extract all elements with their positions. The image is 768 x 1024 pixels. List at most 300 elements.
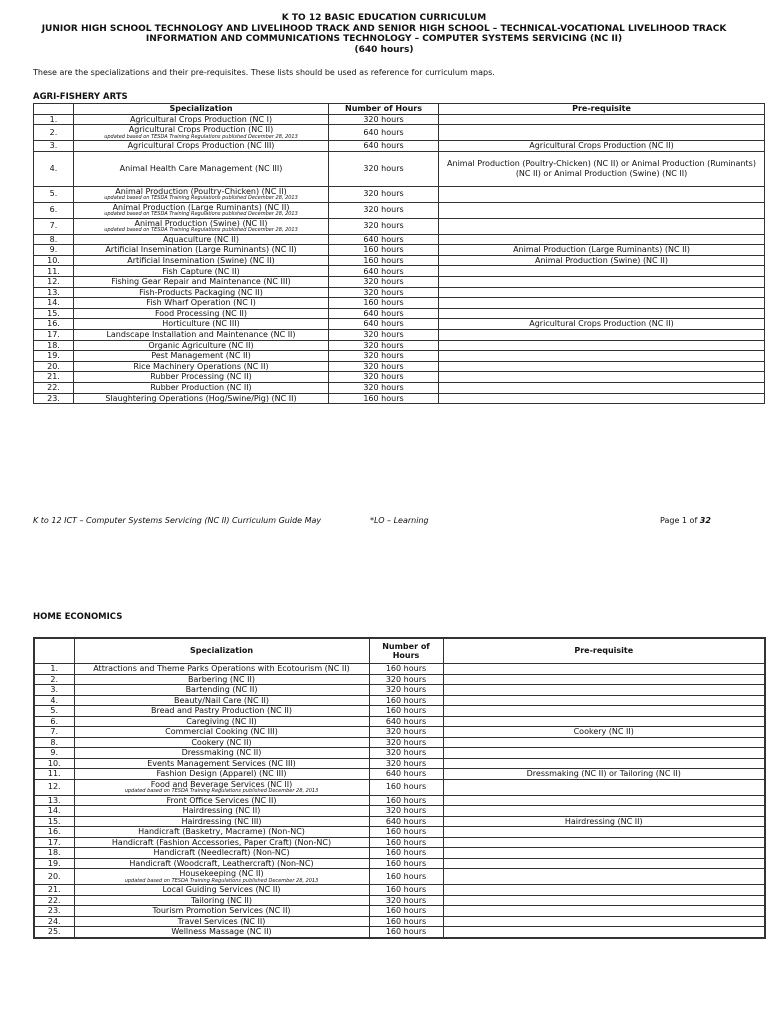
- row-number: 15.: [34, 308, 74, 319]
- hours-cell: 640 hours: [329, 319, 439, 330]
- table-row: [34, 685, 765, 696]
- row-number: 17.: [34, 330, 74, 341]
- row-number: 10.: [34, 255, 74, 266]
- prerequisite-cell: [443, 779, 765, 795]
- prerequisite-cell: [439, 202, 765, 218]
- specialization-cell: [74, 769, 369, 780]
- hours-cell: 640 hours: [329, 141, 439, 152]
- specialization-name: Bartending (NC II): [185, 685, 258, 694]
- prerequisite-cell: [443, 916, 765, 927]
- table-row: [34, 674, 765, 685]
- hours-cell: 160 hours: [369, 795, 443, 806]
- table-row: [34, 266, 765, 277]
- row-number: 14.: [34, 806, 74, 817]
- table-row: [34, 125, 765, 141]
- row-number: 20.: [34, 361, 74, 372]
- specialization-name: Local Guiding Services (NC II): [162, 885, 281, 894]
- prerequisite-cell: [439, 372, 765, 383]
- specialization-name: Commercial Cooking (NC III): [165, 727, 278, 736]
- table-row: [34, 885, 765, 896]
- specialization-name: Handicraft (Needlecraft) (Non-NC): [153, 848, 290, 857]
- row-number: 9.: [34, 748, 74, 759]
- hours-cell: 320 hours: [329, 330, 439, 341]
- section-title-home: HOME ECONOMICS: [33, 612, 123, 622]
- hours-cell: 320 hours: [369, 806, 443, 817]
- hours-cell: 640 hours: [369, 769, 443, 780]
- hours-cell: 320 hours: [369, 758, 443, 769]
- row-number: 12.: [34, 779, 74, 795]
- footer-page: [660, 516, 711, 525]
- prerequisite-cell: Cookery (NC II): [443, 727, 765, 738]
- specialization-cell: [74, 141, 329, 152]
- prerequisite-cell: [439, 186, 765, 202]
- specialization-name: Fishing Gear Repair and Maintenance (NC III): [111, 277, 291, 287]
- table-row: [34, 298, 765, 309]
- row-number: 11.: [34, 266, 74, 277]
- table-row: [34, 895, 765, 906]
- prerequisite-cell: Agricultural Crops Production (NC II): [439, 141, 765, 152]
- prerequisite-cell: [443, 827, 765, 838]
- row-number: 21.: [34, 372, 74, 383]
- table-row: [34, 927, 765, 938]
- specialization-cell: [74, 218, 329, 234]
- specialization-name: Rice Machinery Operations (NC II): [133, 361, 269, 371]
- update-note: updated based on TESDA Training Regulations published December 28, 2013: [104, 227, 298, 234]
- intro-text: These are the specializations and their pre-requisites. These lists should be used as reference for curriculum maps.: [33, 68, 495, 77]
- row-number: 19.: [34, 351, 74, 362]
- table-row: [34, 186, 765, 202]
- table-row: [34, 245, 765, 256]
- row-number: 17.: [34, 837, 74, 848]
- col-header-specialization: Specialization: [74, 104, 329, 115]
- hours-cell: 640 hours: [369, 816, 443, 827]
- update-note: updated based on TESDA Training Regulations published December 28, 2013: [104, 195, 298, 202]
- specialization-cell: [74, 319, 329, 330]
- agri-table: [33, 103, 765, 404]
- row-number: 6.: [34, 716, 74, 727]
- hours-cell: 320 hours: [329, 340, 439, 351]
- specialization-cell: [74, 706, 369, 717]
- prerequisite-cell: [439, 218, 765, 234]
- table-row: [34, 858, 765, 869]
- hours-cell: 160 hours: [369, 869, 443, 885]
- row-number: 2.: [34, 674, 74, 685]
- row-number: 4.: [34, 151, 74, 186]
- row-number: 12.: [34, 277, 74, 288]
- row-number: 22.: [34, 895, 74, 906]
- specialization-cell: [74, 351, 329, 362]
- specialization-cell: [74, 287, 329, 298]
- specialization-cell: [74, 716, 369, 727]
- document-header: [0, 13, 768, 55]
- hours-cell: 640 hours: [369, 716, 443, 727]
- row-number: 10.: [34, 758, 74, 769]
- prerequisite-cell: [443, 748, 765, 759]
- specialization-name: Landscape Installation and Maintenance (NC II): [106, 330, 296, 340]
- hours-cell: 640 hours: [329, 125, 439, 141]
- table-row: [34, 916, 765, 927]
- table-row: [34, 869, 765, 885]
- hours-cell: 160 hours: [369, 885, 443, 896]
- row-number: 24.: [34, 916, 74, 927]
- prerequisite-cell: [439, 114, 765, 125]
- table-row: [34, 779, 765, 795]
- hours-cell: 640 hours: [329, 308, 439, 319]
- prerequisite-cell: [443, 685, 765, 696]
- prerequisite-cell: [439, 393, 765, 404]
- specialization-cell: [74, 125, 329, 141]
- hours-cell: 320 hours: [369, 674, 443, 685]
- table-row: [34, 340, 765, 351]
- specialization-cell: [74, 340, 329, 351]
- row-number: 23.: [34, 393, 74, 404]
- specialization-cell: [74, 245, 329, 256]
- hours-cell: 320 hours: [329, 383, 439, 394]
- hours-cell: 320 hours: [329, 151, 439, 186]
- specialization-name: Handicraft (Fashion Accessories, Paper Craft) (Non-NC): [111, 837, 332, 847]
- update-note: updated based on TESDA Training Regulations published December 28, 2013: [104, 133, 298, 140]
- specialization-name: Pest Management (NC II): [151, 351, 251, 361]
- specialization-name: Aquaculture (NC II): [163, 234, 239, 244]
- specialization-cell: [74, 277, 329, 288]
- specialization-cell: [74, 748, 369, 759]
- specialization-cell: [74, 848, 369, 859]
- hours-cell: 320 hours: [369, 727, 443, 738]
- hours-cell: 320 hours: [329, 361, 439, 372]
- table-row: [34, 906, 765, 917]
- hours-cell: 320 hours: [329, 287, 439, 298]
- prerequisite-cell: [439, 234, 765, 245]
- row-number: 3.: [34, 141, 74, 152]
- table-row: [34, 837, 765, 848]
- specialization-name: Agricultural Crops Production (NC II): [128, 125, 274, 135]
- specialization-cell: [74, 361, 329, 372]
- row-number: 5.: [34, 186, 74, 202]
- specialization-cell: [74, 674, 369, 685]
- hours-cell: 320 hours: [329, 277, 439, 288]
- prerequisite-cell: [443, 664, 765, 675]
- table-row: [34, 383, 765, 394]
- prerequisite-cell: [439, 383, 765, 394]
- row-number: 5.: [34, 706, 74, 717]
- specialization-name: Wellness Massage (NC II): [171, 927, 272, 936]
- table-row: [34, 372, 765, 383]
- specialization-cell: [74, 372, 329, 383]
- row-number: 19.: [34, 858, 74, 869]
- specialization-name: Agricultural Crops Production (NC I): [129, 114, 273, 124]
- row-number: 8.: [34, 737, 74, 748]
- header-line-3: INFORMATION AND COMMUNICATIONS TECHNOLOGY – COMPUTER SYSTEMS SERVICING (NC II): [145, 34, 623, 44]
- table-row: [34, 806, 765, 817]
- specialization-cell: [74, 330, 329, 341]
- specialization-name: Front Office Services (NC II): [166, 795, 277, 805]
- specialization-cell: [74, 906, 369, 917]
- prerequisite-cell: [443, 695, 765, 706]
- specialization-name: Fish Wharf Operation (NC I): [146, 298, 256, 308]
- specialization-name: Hairdressing (NC III): [181, 816, 262, 826]
- specialization-name: Fashion Design (Apparel) (NC III): [156, 769, 287, 778]
- table-row: [34, 748, 765, 759]
- table-row: [34, 218, 765, 234]
- home-table-body: [34, 664, 765, 938]
- row-number: 3.: [34, 685, 74, 696]
- specialization-cell: [74, 664, 369, 675]
- agri-table-body: [34, 114, 765, 404]
- prerequisite-cell: [443, 716, 765, 727]
- row-number: 14.: [34, 298, 74, 309]
- specialization-cell: [74, 927, 369, 938]
- table-row: [34, 234, 765, 245]
- hours-cell: 160 hours: [329, 298, 439, 309]
- specialization-cell: [74, 895, 369, 906]
- specialization-name: Animal Production (Large Ruminants) (NC II): [112, 202, 290, 212]
- table-row: [34, 827, 765, 838]
- specialization-cell: [74, 298, 329, 309]
- table-row: [34, 308, 765, 319]
- hours-cell: 160 hours: [369, 906, 443, 917]
- update-note: updated based on TESDA Training Regulations published December 28, 2013: [104, 211, 298, 218]
- prerequisite-cell: [439, 125, 765, 141]
- hours-cell: 160 hours: [369, 664, 443, 675]
- table-row: [34, 202, 765, 218]
- col-header-hours: Number of Hours: [329, 104, 439, 115]
- row-number: 18.: [34, 848, 74, 859]
- table-row: [34, 277, 765, 288]
- hours-cell: 320 hours: [369, 737, 443, 748]
- table-row: [34, 361, 765, 372]
- home-table: [33, 637, 766, 939]
- hours-cell: 320 hours: [329, 351, 439, 362]
- hours-cell: 160 hours: [369, 858, 443, 869]
- table-row: [34, 287, 765, 298]
- table-row: [34, 848, 765, 859]
- hours-cell: 320 hours: [329, 218, 439, 234]
- prerequisite-cell: Dressmaking (NC II) or Tailoring (NC II): [443, 769, 765, 780]
- prerequisite-cell: [439, 351, 765, 362]
- prerequisite-cell: [443, 737, 765, 748]
- row-number: 11.: [34, 769, 74, 780]
- table-row: [34, 114, 765, 125]
- prerequisite-cell: Animal Production (Swine) (NC II): [439, 255, 765, 266]
- table-row: [34, 393, 765, 404]
- col-header-specialization: Specialization: [74, 638, 369, 664]
- hours-cell: 320 hours: [329, 372, 439, 383]
- specialization-cell: [74, 885, 369, 896]
- hours-cell: 640 hours: [329, 234, 439, 245]
- header-line-4: (640 hours): [354, 44, 414, 55]
- specialization-cell: [74, 858, 369, 869]
- table-row: [34, 795, 765, 806]
- hours-cell: 160 hours: [369, 927, 443, 938]
- update-note: updated based on TESDA Training Regulations published December 28, 2013: [124, 788, 319, 794]
- specialization-name: Animal Production (Swine) (NC II): [134, 218, 268, 228]
- specialization-name: Food and Beverage Services (NC II): [150, 779, 293, 789]
- table-row: [34, 151, 765, 186]
- table-row: [34, 351, 765, 362]
- specialization-cell: [74, 685, 369, 696]
- specialization-name: Bread and Pastry Production (NC II): [150, 706, 293, 715]
- table-row: [34, 769, 765, 780]
- prerequisite-cell: [443, 906, 765, 917]
- footer-left: K to 12 ICT – Computer Systems Servicing (NC II) Curriculum Guide May: [33, 516, 322, 525]
- prerequisite-cell: [443, 795, 765, 806]
- specialization-cell: [74, 308, 329, 319]
- prerequisite-cell: Agricultural Crops Production (NC II): [439, 319, 765, 330]
- hours-cell: 320 hours: [369, 685, 443, 696]
- table-row: [34, 816, 765, 827]
- table-row: [34, 706, 765, 717]
- specialization-name: Fish Capture (NC II): [162, 266, 240, 276]
- specialization-name: Organic Agriculture (NC II): [148, 340, 254, 350]
- prerequisite-cell: [443, 806, 765, 817]
- prerequisite-cell: [439, 287, 765, 298]
- prerequisite-cell: [439, 298, 765, 309]
- col-header-prerequisite: Pre-requisite: [439, 104, 765, 115]
- specialization-name: Beauty/Nail Care (NC II): [174, 695, 269, 705]
- specialization-cell: [74, 114, 329, 125]
- table-header-row: [34, 104, 765, 115]
- table-row: [34, 664, 765, 675]
- hours-cell: 160 hours: [329, 255, 439, 266]
- row-number: 18.: [34, 340, 74, 351]
- prerequisite-cell: [439, 266, 765, 277]
- row-number: 1.: [34, 664, 74, 675]
- specialization-name: Barbering (NC II): [188, 674, 255, 684]
- specialization-name: Animal Health Care Management (NC III): [119, 163, 283, 173]
- specialization-name: Tourism Promotion Services (NC II): [152, 906, 291, 915]
- row-number: 16.: [34, 319, 74, 330]
- specialization-name: Events Management Services (NC III): [147, 758, 296, 768]
- specialization-name: Rubber Production (NC II): [150, 383, 252, 393]
- table-header-row: [34, 638, 765, 664]
- specialization-cell: [74, 266, 329, 277]
- hours-cell: 160 hours: [329, 393, 439, 404]
- prerequisite-cell: [439, 308, 765, 319]
- row-number: 2.: [34, 125, 74, 141]
- specialization-name: Housekeeping (NC II): [179, 869, 264, 878]
- footer-mid: *LO – Learning: [370, 516, 429, 525]
- specialization-cell: [74, 393, 329, 404]
- specialization-name: Horticulture (NC III): [162, 319, 240, 329]
- prerequisite-cell: [443, 674, 765, 685]
- row-number: 23.: [34, 906, 74, 917]
- header-line-1: K TO 12 BASIC EDUCATION CURRICULUM: [281, 13, 487, 23]
- prerequisite-cell: Animal Production (Large Ruminants) (NC II): [439, 245, 765, 256]
- prerequisite-cell: [443, 927, 765, 938]
- row-number: 6.: [34, 202, 74, 218]
- specialization-cell: [74, 869, 369, 885]
- hours-cell: 320 hours: [329, 202, 439, 218]
- prerequisite-cell: [443, 869, 765, 885]
- specialization-cell: [74, 727, 369, 738]
- hours-cell: 160 hours: [369, 837, 443, 848]
- specialization-name: Cookery (NC II): [191, 737, 252, 747]
- prerequisite-cell: [439, 361, 765, 372]
- prerequisite-cell: [443, 848, 765, 859]
- table-row: [34, 255, 765, 266]
- row-number: 1.: [34, 114, 74, 125]
- row-number: 4.: [34, 695, 74, 706]
- prerequisite-cell: [443, 837, 765, 848]
- update-note: updated based on TESDA Training Regulations published December 28, 2013: [124, 877, 319, 884]
- specialization-cell: [74, 816, 369, 827]
- hours-cell: 160 hours: [329, 245, 439, 256]
- specialization-cell: [74, 151, 329, 186]
- prerequisite-cell: [443, 895, 765, 906]
- prerequisite-cell: [443, 858, 765, 869]
- prerequisite-cell: [439, 330, 765, 341]
- specialization-name: Rubber Processing (NC II): [150, 372, 252, 382]
- specialization-name: Food Processing (NC II): [154, 308, 248, 318]
- col-header-hours: Number of Hours: [369, 638, 443, 664]
- footer-page-prefix: Page 1 of: [660, 516, 700, 525]
- specialization-name: Tailoring (NC II): [190, 895, 253, 905]
- table-row: [34, 727, 765, 738]
- specialization-cell: [74, 186, 329, 202]
- specialization-name: Slaughtering Operations (Hog/Swine/Pig) (NC II): [105, 393, 297, 403]
- table-row: [34, 758, 765, 769]
- specialization-cell: [74, 737, 369, 748]
- prerequisite-cell: [443, 706, 765, 717]
- hours-cell: 320 hours: [329, 186, 439, 202]
- col-header-prerequisite: Pre-requisite: [443, 638, 765, 664]
- table-row: [34, 695, 765, 706]
- hours-cell: 160 hours: [369, 706, 443, 717]
- footer-page-total: 32: [699, 516, 711, 525]
- specialization-name: Fish-Products Packaging (NC II): [139, 287, 263, 297]
- prerequisite-cell: [443, 885, 765, 896]
- specialization-cell: [74, 255, 329, 266]
- specialization-name: Handicraft (Woodcraft, Leathercraft) (Non-NC): [129, 858, 314, 868]
- hours-cell: 320 hours: [369, 895, 443, 906]
- specialization-name: Animal Production (Poultry-Chicken) (NC II): [115, 186, 287, 196]
- specialization-cell: [74, 779, 369, 795]
- specialization-cell: [74, 827, 369, 838]
- row-number: 9.: [34, 245, 74, 256]
- specialization-name: Attractions and Theme Parks Operations with Ecotourism (NC II): [93, 664, 350, 673]
- specialization-cell: [74, 806, 369, 817]
- table-row: [34, 141, 765, 152]
- hours-cell: 160 hours: [369, 695, 443, 706]
- row-number: 16.: [34, 827, 74, 838]
- prerequisite-cell: [439, 340, 765, 351]
- table-row: [34, 716, 765, 727]
- specialization-name: Hairdressing (NC II): [182, 806, 261, 815]
- row-number: 25.: [34, 927, 74, 938]
- specialization-name: Travel Services (NC II): [177, 916, 266, 926]
- specialization-name: Dressmaking (NC II): [181, 748, 262, 757]
- hours-cell: 160 hours: [369, 916, 443, 927]
- hours-cell: 320 hours: [329, 114, 439, 125]
- hours-cell: 320 hours: [369, 748, 443, 759]
- row-number: 13.: [34, 287, 74, 298]
- header-line-2: JUNIOR HIGH SCHOOL TECHNOLOGY AND LIVELIHOOD TRACK AND SENIOR HIGH SCHOOL – TECHNICAL-VOCATIONAL LIVELIHOOD TRACK: [41, 23, 727, 34]
- hours-cell: 160 hours: [369, 827, 443, 838]
- specialization-cell: [74, 202, 329, 218]
- specialization-cell: [74, 695, 369, 706]
- specialization-name: Artificial Insemination (Large Ruminants) (NC II): [105, 245, 297, 255]
- prerequisite-cell: Animal Production (Poultry-Chicken) (NC II) or Animal Production (Ruminants) (NC II) or Animal Production (Swine) (NC II): [439, 151, 765, 186]
- specialization-cell: [74, 758, 369, 769]
- row-number: 15.: [34, 816, 74, 827]
- specialization-cell: [74, 916, 369, 927]
- table-row: [34, 737, 765, 748]
- specialization-name: Agricultural Crops Production (NC III): [127, 141, 275, 151]
- section-title-agri: AGRI-FISHERY ARTS: [33, 92, 128, 102]
- row-number: 7.: [34, 727, 74, 738]
- specialization-cell: [74, 795, 369, 806]
- specialization-name: Artificial Insemination (Swine) (NC II): [127, 255, 275, 265]
